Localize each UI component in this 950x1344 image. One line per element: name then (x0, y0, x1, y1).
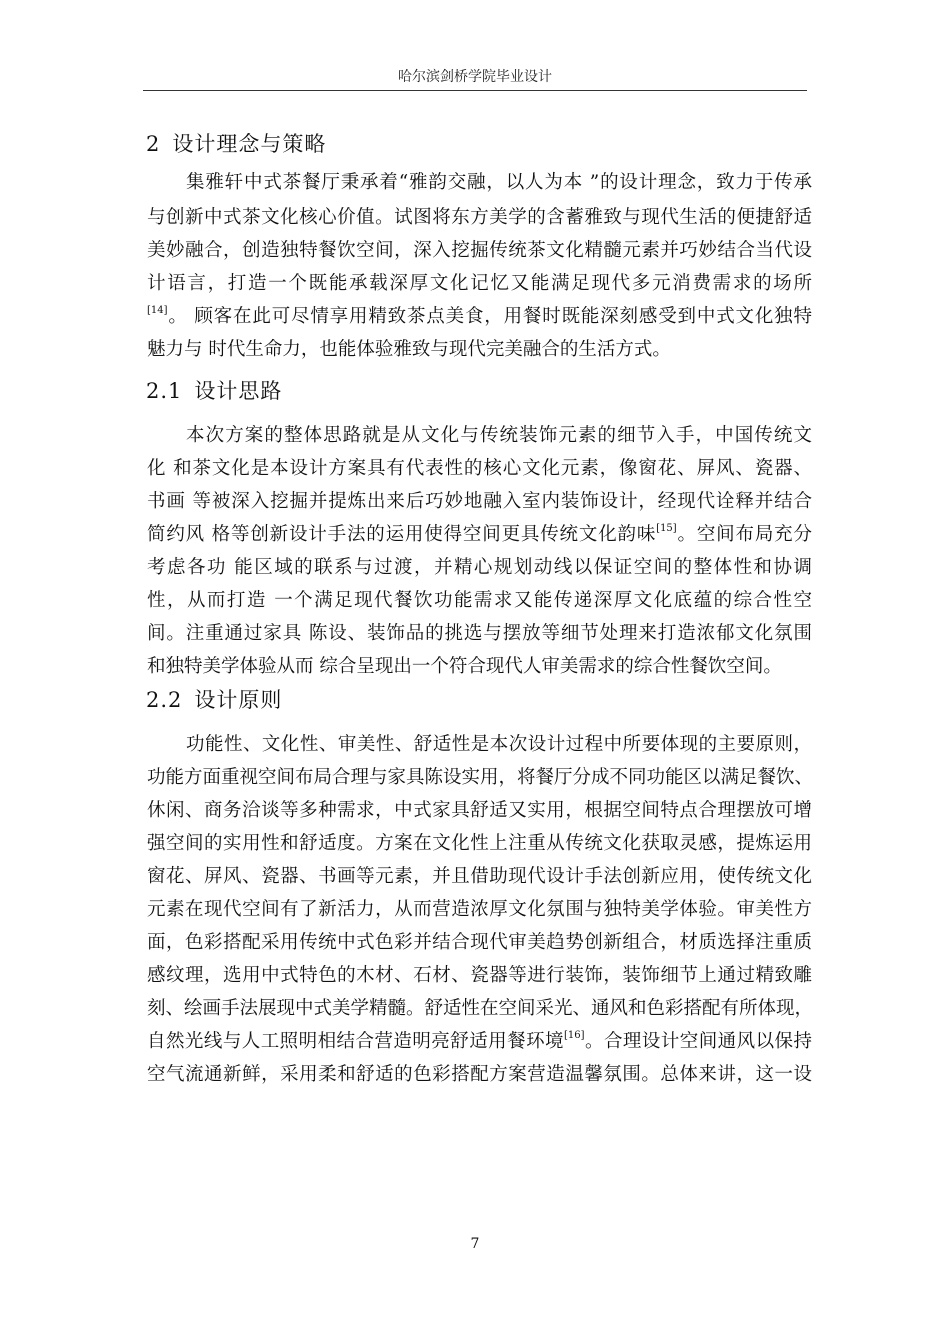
text-line: 性，从而打造 一个满足现代餐饮功能需求又能传递深厚文化底蕴的综合性空 (147, 590, 812, 611)
text-line: 考虑各功 能区域的联系与过渡，并精心规划动线以保证空间的整体性和协调 (147, 557, 812, 578)
text-line: 功能性、文化性、审美性、舒适性是本次设计过程中所要体现的主要原则， (186, 734, 812, 755)
section-number: 2.2 (146, 688, 183, 712)
header-rule (143, 90, 807, 91)
text-line: 窗花、屏风、瓷器、书画等元素，并且借助现代设计手法创新应用，使传统文化 (147, 866, 812, 887)
text-line: 集雅轩中式茶餐厅秉承着“雅韵交融，以人为本 ”的设计理念，致力于传承 (186, 172, 812, 193)
citation: [16] (564, 1030, 585, 1041)
section-number: 2.1 (146, 379, 183, 403)
section-title: 设计思路 (194, 379, 283, 403)
text-line: 强空间的实用性和舒适度。方案在文化性上注重从传统文化获取灵感，提炼运用 (147, 833, 812, 854)
text-line: 休闲、商务洽谈等多种需求，中式家具舒适又实用，根据空间特点合理摆放可增 (147, 800, 812, 821)
citation: [15] (656, 523, 677, 534)
running-header: 哈尔滨剑桥学院毕业设计 (398, 69, 552, 85)
text-line: 和独特美学体验从而 综合呈现出一个符合现代人审美需求的综合性餐饮空间。 (147, 656, 782, 677)
text-line: 空气流通新鲜，采用柔和舒适的色彩搭配方案营造温馨氛围。总体来讲，这一设 (147, 1064, 812, 1085)
paragraph-design-principles (147, 728, 812, 1091)
text-line (147, 518, 812, 551)
citation: [14] (147, 305, 168, 316)
text-span: 。空间布局充分 (676, 524, 812, 545)
text-span: 。 顾客在此可尽情享用精致茶点美食，用餐时既能深刻感受到中式文化独特 (167, 306, 812, 327)
section-heading-2-2 (146, 684, 294, 714)
text-line: 魅力与 时代生命力，也能体验雅致与现代完美融合的生活方式。 (147, 339, 671, 360)
section-title: 设计理念与策略 (172, 132, 327, 156)
text-line: 与创新中式茶文化核心价值。试图将东方美学的含蓄雅致与现代生活的便捷舒适 (147, 207, 812, 228)
section-heading-2-1 (146, 375, 294, 405)
paragraph-design-approach (147, 419, 812, 683)
page-number: 7 (470, 1236, 480, 1252)
text-line: 间。注重通过家具 陈设、装饰品的挑选与摆放等细节处理来打造浓郁文化氛围 (147, 623, 812, 644)
section-heading-2 (146, 128, 338, 158)
text-line: 本次方案的整体思路就是从文化与传统装饰元素的细节入手，中国传统文 (186, 425, 812, 446)
text-line: 计语言，打造一个既能承载深厚文化记忆又能满足现代多元消费需求的场所 (147, 273, 812, 294)
text-line: 功能方面重视空间布局合理与家具陈设实用，将餐厅分成不同功能区以满足餐饮、 (147, 767, 814, 788)
text-line: 化 和茶文化是本设计方案具有代表性的核心文化元素，像窗花、屏风、瓷器、 (147, 458, 812, 479)
section-number: 2 (146, 132, 161, 156)
text-line: 书画 等被深入挖掘并提炼出来后巧妙地融入室内装饰设计，经现代诠释并结合 (147, 491, 812, 512)
section-title: 设计原则 (194, 688, 283, 712)
text-span: 。合理设计空间通风以保持 (584, 1031, 812, 1052)
text-line: 感纹理，选用中式特色的木材、石材、瓷器等进行装饰，装饰细节上通过精致雕 (147, 965, 812, 986)
text-line: 元素在现代空间有了新活力，从而营造浓厚文化氛围与独特美学体验。审美性方 (147, 899, 812, 920)
text-line: 面，色彩搭配采用传统中式色彩并结合现代审美趋势创新组合，材质选择注重质 (147, 932, 812, 953)
paragraph-design-concept (147, 166, 812, 366)
text-line (147, 300, 812, 333)
text-line: 美妙融合，创造独特餐饮空间，深入挖掘传统茶文化精髓元素并巧妙结合当代设 (147, 240, 812, 261)
text-span: 自然光线与人工照明相结合营造明亮舒适用餐环境 (147, 1031, 564, 1052)
text-line: 刻、绘画手法展现中式美学精髓。舒适性在空间采光、通风和色彩搭配有所体现， (147, 998, 814, 1019)
text-line (147, 1025, 812, 1058)
text-span: 简约风 格等创新设计手法的运用使得空间更具传统文化韵味 (147, 524, 657, 545)
